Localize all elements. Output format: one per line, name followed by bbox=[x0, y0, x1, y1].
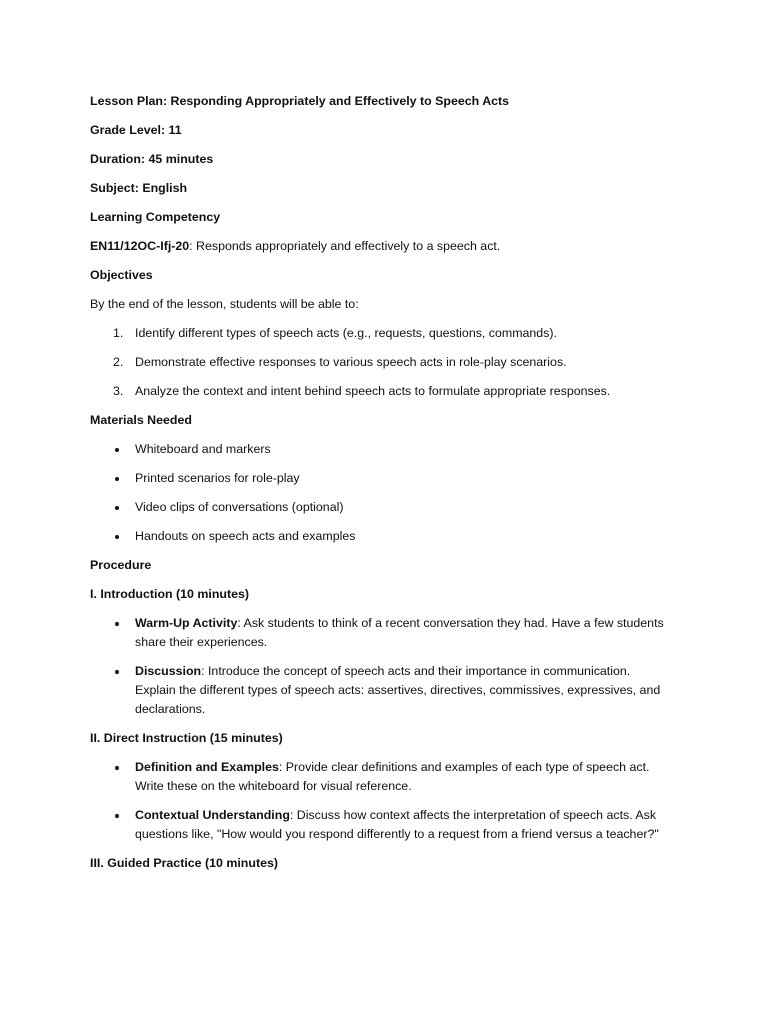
direct-instruction-heading: II. Direct Instruction (15 minutes) bbox=[90, 731, 283, 745]
objectives-list bbox=[90, 324, 690, 401]
item-term: Definition and Examples bbox=[135, 760, 279, 774]
list-number: 3. bbox=[113, 384, 124, 398]
item-line bbox=[135, 614, 690, 633]
item-term: Contextual Understanding bbox=[135, 808, 290, 822]
list-item bbox=[90, 353, 690, 372]
introduction-list bbox=[90, 614, 690, 719]
document-page bbox=[90, 92, 690, 883]
guided-practice-heading: III. Guided Practice (10 minutes) bbox=[90, 856, 278, 870]
list-item bbox=[90, 527, 690, 546]
materials-list bbox=[90, 440, 690, 546]
bullet-icon bbox=[115, 622, 119, 626]
document-title: Lesson Plan: Responding Appropriately and Effectively to Speech Acts bbox=[90, 94, 510, 108]
bullet-icon bbox=[115, 506, 119, 510]
list-item bbox=[90, 662, 690, 719]
item-line: questions like, "How would you respond differently to a request from a friend versus a teacher?" bbox=[135, 827, 659, 841]
objectives-heading: Objectives bbox=[90, 268, 153, 282]
procedure-heading: Procedure bbox=[90, 558, 152, 572]
objectives-intro: By the end of the lesson, students will be able to: bbox=[90, 297, 359, 311]
list-item bbox=[90, 469, 690, 488]
objective-text: Identify different types of speech acts (e.g., requests, questions, commands). bbox=[135, 326, 557, 340]
item-line bbox=[135, 806, 690, 825]
bullet-icon bbox=[115, 766, 119, 770]
bullet-icon bbox=[115, 535, 119, 539]
item-line: share their experiences. bbox=[135, 635, 268, 649]
item-line: Explain the different types of speech acts: assertives, directives, commissives, expressives, and bbox=[135, 683, 661, 697]
item-line bbox=[135, 662, 690, 681]
item-line: declarations. bbox=[135, 702, 206, 716]
objective-text: Demonstrate effective responses to various speech acts in role-play scenarios. bbox=[135, 355, 567, 369]
list-number: 1. bbox=[113, 326, 124, 340]
item-text: : Discuss how context affects the interpretation of speech acts. Ask bbox=[289, 808, 657, 822]
duration: Duration: 45 minutes bbox=[90, 152, 214, 166]
material-text: Whiteboard and markers bbox=[135, 442, 271, 456]
bullet-icon bbox=[115, 448, 119, 452]
item-text: : Introduce the concept of speech acts and their importance in communication. bbox=[201, 664, 631, 678]
material-text: Printed scenarios for role-play bbox=[135, 471, 300, 485]
item-line: Write these on the whiteboard for visual reference. bbox=[135, 779, 412, 793]
competency-text: : Responds appropriately and effectively to a speech act. bbox=[189, 239, 501, 253]
competency-code: EN11/12OC-Ifj-20 bbox=[90, 239, 190, 253]
material-text: Handouts on speech acts and examples bbox=[135, 529, 356, 543]
direct-instruction-list bbox=[90, 758, 690, 844]
list-item bbox=[90, 324, 690, 343]
list-item bbox=[90, 382, 690, 401]
item-term: Discussion bbox=[135, 664, 202, 678]
list-item bbox=[90, 758, 690, 796]
list-number: 2. bbox=[113, 355, 124, 369]
competency-line bbox=[90, 237, 690, 266]
bullet-icon bbox=[115, 670, 119, 674]
introduction-heading: I. Introduction (10 minutes) bbox=[90, 587, 250, 601]
item-term: Warm-Up Activity bbox=[135, 616, 238, 630]
list-item bbox=[90, 614, 690, 652]
objective-text: Analyze the context and intent behind speech acts to formulate appropriate responses. bbox=[135, 384, 611, 398]
list-item bbox=[90, 440, 690, 459]
grade-level: Grade Level: 11 bbox=[90, 123, 182, 137]
materials-heading: Materials Needed bbox=[90, 413, 192, 427]
material-text: Video clips of conversations (optional) bbox=[135, 500, 344, 514]
learning-competency-heading: Learning Competency bbox=[90, 210, 221, 224]
bullet-icon bbox=[115, 814, 119, 818]
list-item bbox=[90, 498, 690, 517]
item-text: : Ask students to think of a recent conversation they had. Have a few students bbox=[237, 616, 664, 630]
subject: Subject: English bbox=[90, 181, 188, 195]
item-line bbox=[135, 758, 690, 777]
bullet-icon bbox=[115, 477, 119, 481]
item-text: : Provide clear definitions and examples of each type of speech act. bbox=[278, 760, 650, 774]
list-item bbox=[90, 806, 690, 844]
